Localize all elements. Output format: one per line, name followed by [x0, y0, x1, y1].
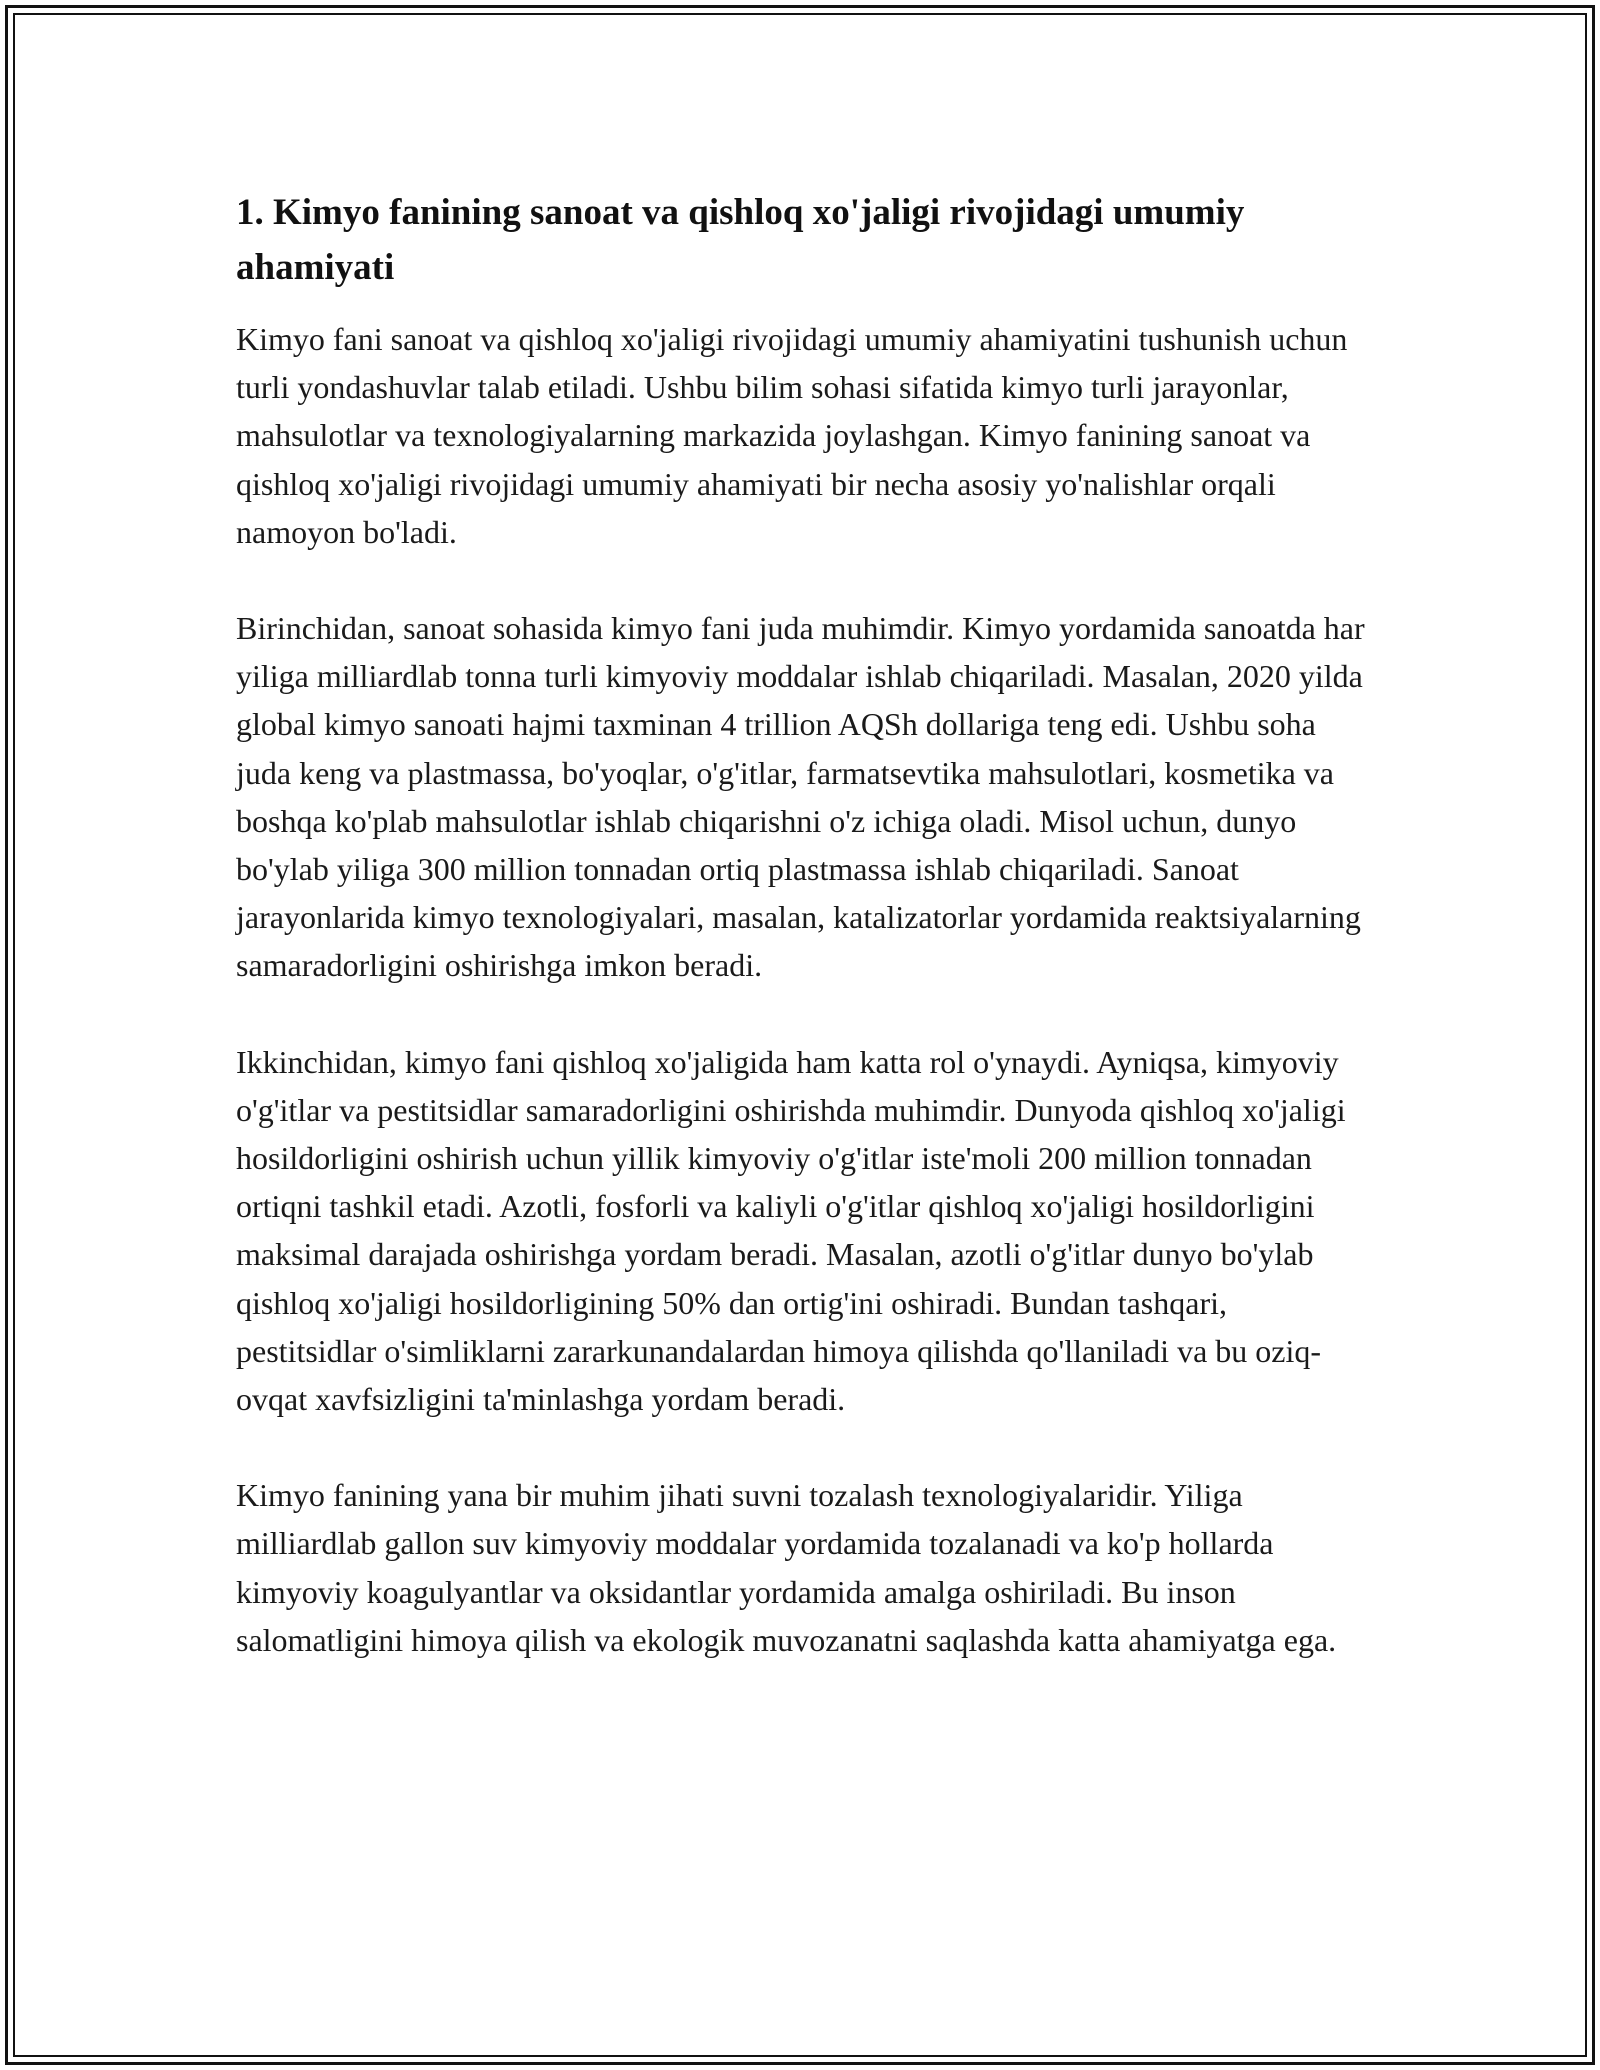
- paragraph-intro: Kimyo fani sanoat va qishloq xo'jaligi rivojidagi umumiy ahamiyatini tushunish uchun turli yondashuvlar talab etiladi. Ushbu bilim sohasi sifatida kimyo turli jarayonlar, mahsulotlar va texnologiyalarning markazida joylashgan. Kimyo fanining sanoat va qishloq xo'jaligi rivojidagi umumiy ahamiyati bir necha asosiy yo'nalishlar orqali namoyon bo'ladi.: [236, 321, 1348, 550]
- paragraph-agriculture: Ikkinchidan, kimyo fani qishloq xo'jaligida ham katta rol o'ynaydi. Ayniqsa, kimyoviy o'g'itlar va pestitsidlar samaradorligini oshirishda muhimdir. Dunyoda qishloq xo'jaligi hosildorligini oshirish uchun yillik kimyoviy o'g'itlar iste'moli 200 million tonnadan ortiqni tashkil etadi. Azotli, fosforli va kaliyli o'g'itlar qishloq xo'jaligi hosildorligini maksimal darajada oshirishga yordam beradi. Masalan, azotli o'g'itlar dunyo bo'ylab qishloq xo'jaligi hosildorligining 50% dan ortig'ini oshiradi. Bundan tashqari, pestitsidlar o'simliklarni zararkunandalardan himoya qilishda qo'llaniladi va bu oziq-ovqat xavfsizligini ta'minlashga yordam beradi.: [236, 1043, 1346, 1418]
- paragraph-water-treatment: Kimyo fanining yana bir muhim jihati suvni tozalash texnologiyalaridir. Yiliga milliardlab gallon suv kimyoviy moddalar yordamida tozalanadi va ko'p hollarda kimyoviy koagulyantlar va oksidantlar yordamida amalga oshiriladi. Bu inson salomatligini himoya qilish va ekologik muvozanatni saqlashda katta ahamiyatga ega.: [236, 1477, 1337, 1658]
- paragraph-industry: Birinchidan, sanoat sohasida kimyo fani juda muhimdir. Kimyo yordamida sanoatda har yiliga milliardlab tonna turli kimyoviy moddalar ishlab chiqariladi. Masalan, 2020 yilda global kimyo sanoati hajmi taxminan 4 trillion AQSh dollariga teng edi. Ushbu soha juda keng va plastmassa, bo'yoqlar, o'g'itlar, farmatsevtika mahsulotlari, kosmetika va boshqa ko'plab mahsulotlar ishlab chiqarishni o'z ichiga oladi. Misol uchun, dunyo bo'ylab yiliga 300 million tonnadan ortiq plastmassa ishlab chiqariladi. Sanoat jarayonlarida kimyo texnologiyalari, masalan, katalizatorlar yordamida reaktsiyalarning samaradorligini oshirishga imkon beradi.: [236, 610, 1365, 984]
- document-body: [236, 185, 1366, 1712]
- document-title: 1. Kimyo fanining sanoat va qishloq xo'jaligi rivojidagi umumiy ahamiyati: [236, 192, 1245, 288]
